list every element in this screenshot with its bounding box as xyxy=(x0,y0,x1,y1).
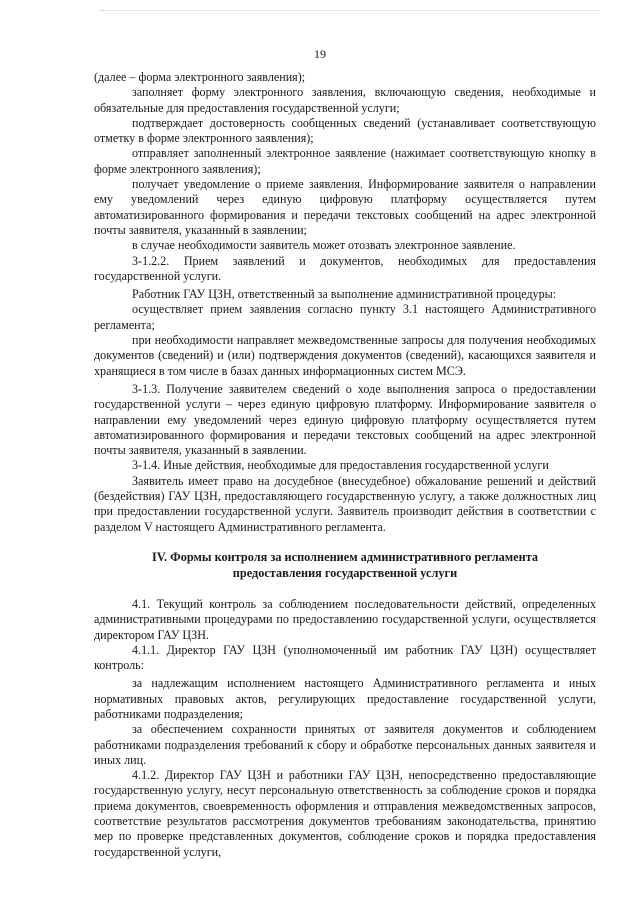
paragraph: Заявитель имеет право на досудебное (внесудебное) обжалование решений и действий (бездействия) ГАУ ЦЗН, предоставляющего государственную услугу, а также должностных лиц при предоставлении государственной услуги. Заявитель производит действия в соответствии с разделом V настоящего Административного регламента. xyxy=(94,473,596,534)
paragraph: отправляет заполненный электронное заявление (нажимает соответствующую кнопку в форме электронного заявления); xyxy=(94,146,596,176)
paragraph: 3-1.2.2. Прием заявлений и документов, необходимых для предоставления государственной услуги. xyxy=(94,253,596,283)
page-number: 19 xyxy=(314,47,326,61)
paragraph: 3-1.3. Получение заявителем сведений о ходе выполнения запроса о предоставлении государственной услуги – через единую цифровую платформу. Информирование заявителя о направлении ему уведомлений через единую цифровую платформу осуществляется путем автоматизированного формирования и передачи текстовых сообщений на адрес электронной почты заявителя, указанный в заявлении. xyxy=(94,381,596,458)
section-heading-line: предоставления государственной услуги xyxy=(232,565,458,580)
paragraph: за надлежащим исполнением настоящего Административного регламента и иных нормативных правовых актов, регулирующих предоставление государственной услуги, работниками подразделения; xyxy=(94,676,596,721)
paragraph: в случае необходимости заявитель может отозвать электронное заявление. xyxy=(132,238,516,253)
scan-artifact-line xyxy=(100,10,600,12)
paragraph: (далее – форма электронного заявления); xyxy=(94,70,306,84)
paragraph: 3-1.4. Иные действия, необходимые для предоставления государственной услуги xyxy=(132,458,549,473)
paragraph: 4.1. Текущий контроль за соблюдением последовательности действий, определенных административными процедурами по предоставлению государственной услуги, осуществляется директором ГАУ ЦЗН. xyxy=(94,596,596,642)
section-heading-line: IV. Формы контроля за исполнением административного регламента xyxy=(151,549,539,564)
paragraph: подтверждает достоверность сообщенных сведений (устанавливает соответствующую отметку в форме электронного заявления); xyxy=(94,115,596,146)
paragraph: осуществляет прием заявления согласно пункту 3.1 настоящего Административного регламента; xyxy=(94,302,596,332)
document-body xyxy=(94,70,596,860)
paragraph: при необходимости направляет межведомственные запросы для получения необходимых документов (сведений) и (или) подтверждения документов (сведений), касающихся заявителя и хранящиеся в том числе в базах данных информационных систем МСЭ. xyxy=(94,333,596,378)
paragraph: Работник ГАУ ЦЗН, ответственный за выполнение административной процедуры: xyxy=(132,287,557,302)
paragraph: 4.1.1. Директор ГАУ ЦЗН (уполномоченный им работник ГАУ ЦЗН) осуществляет контроль: xyxy=(94,642,596,673)
paragraph: 4.1.2. Директор ГАУ ЦЗН и работники ГАУ ЦЗН, непосредственно предоставляющие государственную услугу, несут персональную ответственность за соблюдение сроков и порядка приема документов, своевременность оформления и отправления межведомственных запросов, соответствие результатов рассмотрения документов требованиям законодательства, принятию мер по проверке представленных документов, соблюдение сроков и порядка предоставления государственной услуги, xyxy=(94,768,596,859)
paragraph: за обеспечением сохранности принятых от заявителя документов и соблюдением работниками подразделения требований к сбору и обработке персональных данных заявителя и иных лиц. xyxy=(94,722,596,767)
paragraph: заполняет форму электронного заявления, включающую сведения, необходимые и обязательные для предоставления государственной услуги; xyxy=(94,85,596,115)
paragraph: получает уведомление о приеме заявления. Информирование заявителя о направлении ему уведомлений через единую цифровую платформу осуществляется путем автоматизированного формирования и передачи текстовых сообщений на адрес электронной почты заявителя, указанный в заявлении; xyxy=(94,177,596,237)
section-heading xyxy=(94,549,596,581)
